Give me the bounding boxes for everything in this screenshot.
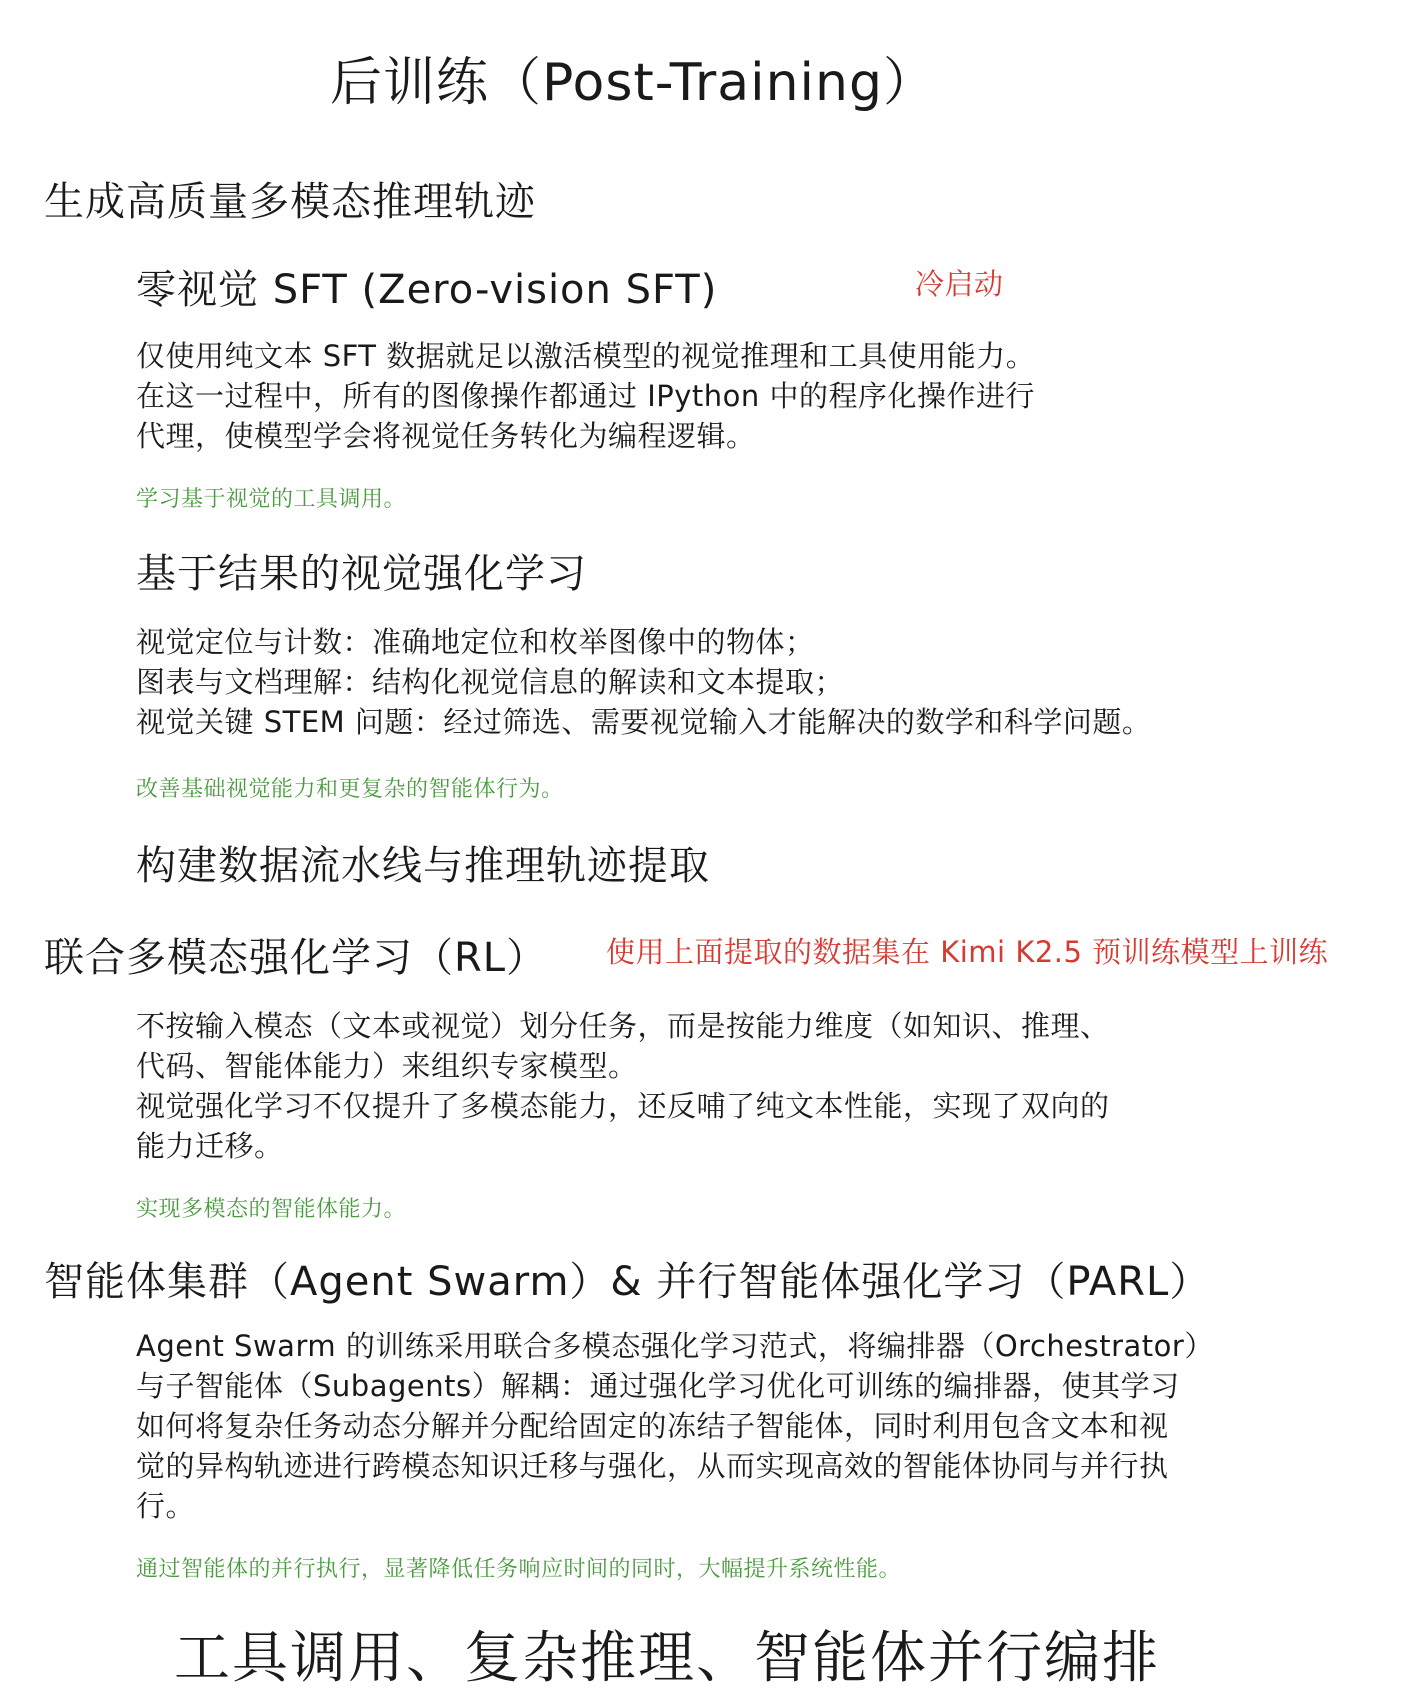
- cold-start-tag: 冷启动: [915, 267, 1004, 301]
- section2-line: 不按输入模态（文本或视觉）划分任务，而是按能力维度（如知识、推理、: [136, 1009, 1110, 1043]
- section3-note: 通过智能体的并行执行，显著降低任务响应时间的同时，大幅提升系统性能。: [136, 1557, 902, 1582]
- section2-note: 实现多模态的智能体能力。: [136, 1197, 407, 1222]
- sub1-line: 代理，使模型学会将视觉任务转化为编程逻辑。: [136, 419, 756, 453]
- section2-line: 代码、智能体能力）来组织专家模型。: [136, 1049, 638, 1083]
- sub1-body: [136, 336, 1035, 456]
- sub1-line: 仅使用纯文本 SFT 数据就足以激活模型的视觉推理和工具使用能力。: [136, 339, 1036, 373]
- section2-body: [136, 1006, 1110, 1166]
- section3-line: 行。: [136, 1489, 196, 1523]
- section2-heading: 联合多模态强化学习（RL）: [44, 935, 548, 981]
- summary-text: 工具调用、复杂推理、智能体并行编排: [174, 1626, 1160, 1691]
- sub2-line: 视觉定位与计数：准确地定位和枚举图像中的物体；: [136, 625, 815, 659]
- section2-line: 视觉强化学习不仅提升了多模态能力，还反哺了纯文本性能，实现了双向的: [136, 1089, 1110, 1123]
- section2-tag: 使用上面提取的数据集在 Kimi K2.5 预训练模型上训练: [606, 935, 1329, 969]
- sub2-line: 视觉关键 STEM 问题：经过筛选、需要视觉输入才能解决的数学和科学问题。: [136, 705, 1152, 739]
- sub1-line: 在这一过程中，所有的图像操作都通过 IPython 中的程序化操作进行: [136, 379, 1036, 413]
- sub3-heading: 构建数据流水线与推理轨迹提取: [136, 843, 710, 889]
- section3-line: 与子智能体（Subagents）解耦：通过强化学习优化可训练的编排器，使其学习: [136, 1369, 1180, 1403]
- sub2-note: 改善基础视觉能力和更复杂的智能体行为。: [136, 777, 564, 802]
- section3-line: 觉的异构轨迹进行跨模态知识迁移与强化，从而实现高效的智能体协同与并行执: [136, 1449, 1169, 1483]
- section3-body: [136, 1326, 1214, 1526]
- sub2-body: [136, 622, 1151, 742]
- sub1-note: 学习基于视觉的工具调用。: [136, 487, 407, 512]
- sub1-heading: 零视觉 SFT (Zero-vision SFT): [136, 267, 718, 313]
- section3-line: Agent Swarm 的训练采用联合多模态强化学习范式，将编排器（Orchestrator）: [136, 1329, 1214, 1363]
- section3-line: 如何将复杂任务动态分解并分配给固定的冻结子智能体，同时利用包含文本和视: [136, 1409, 1169, 1443]
- section2-line: 能力迁移。: [136, 1129, 284, 1163]
- page-title: 后训练（Post-Training）: [330, 53, 936, 113]
- sub2-line: 图表与文档理解：结构化视觉信息的解读和文本提取；: [136, 665, 845, 699]
- section3-heading: 智能体集群（Agent Swarm）& 并行智能体强化学习（PARL）: [44, 1259, 1211, 1305]
- sub2-heading: 基于结果的视觉强化学习: [136, 551, 587, 597]
- section1-heading: 生成高质量多模态推理轨迹: [44, 179, 536, 225]
